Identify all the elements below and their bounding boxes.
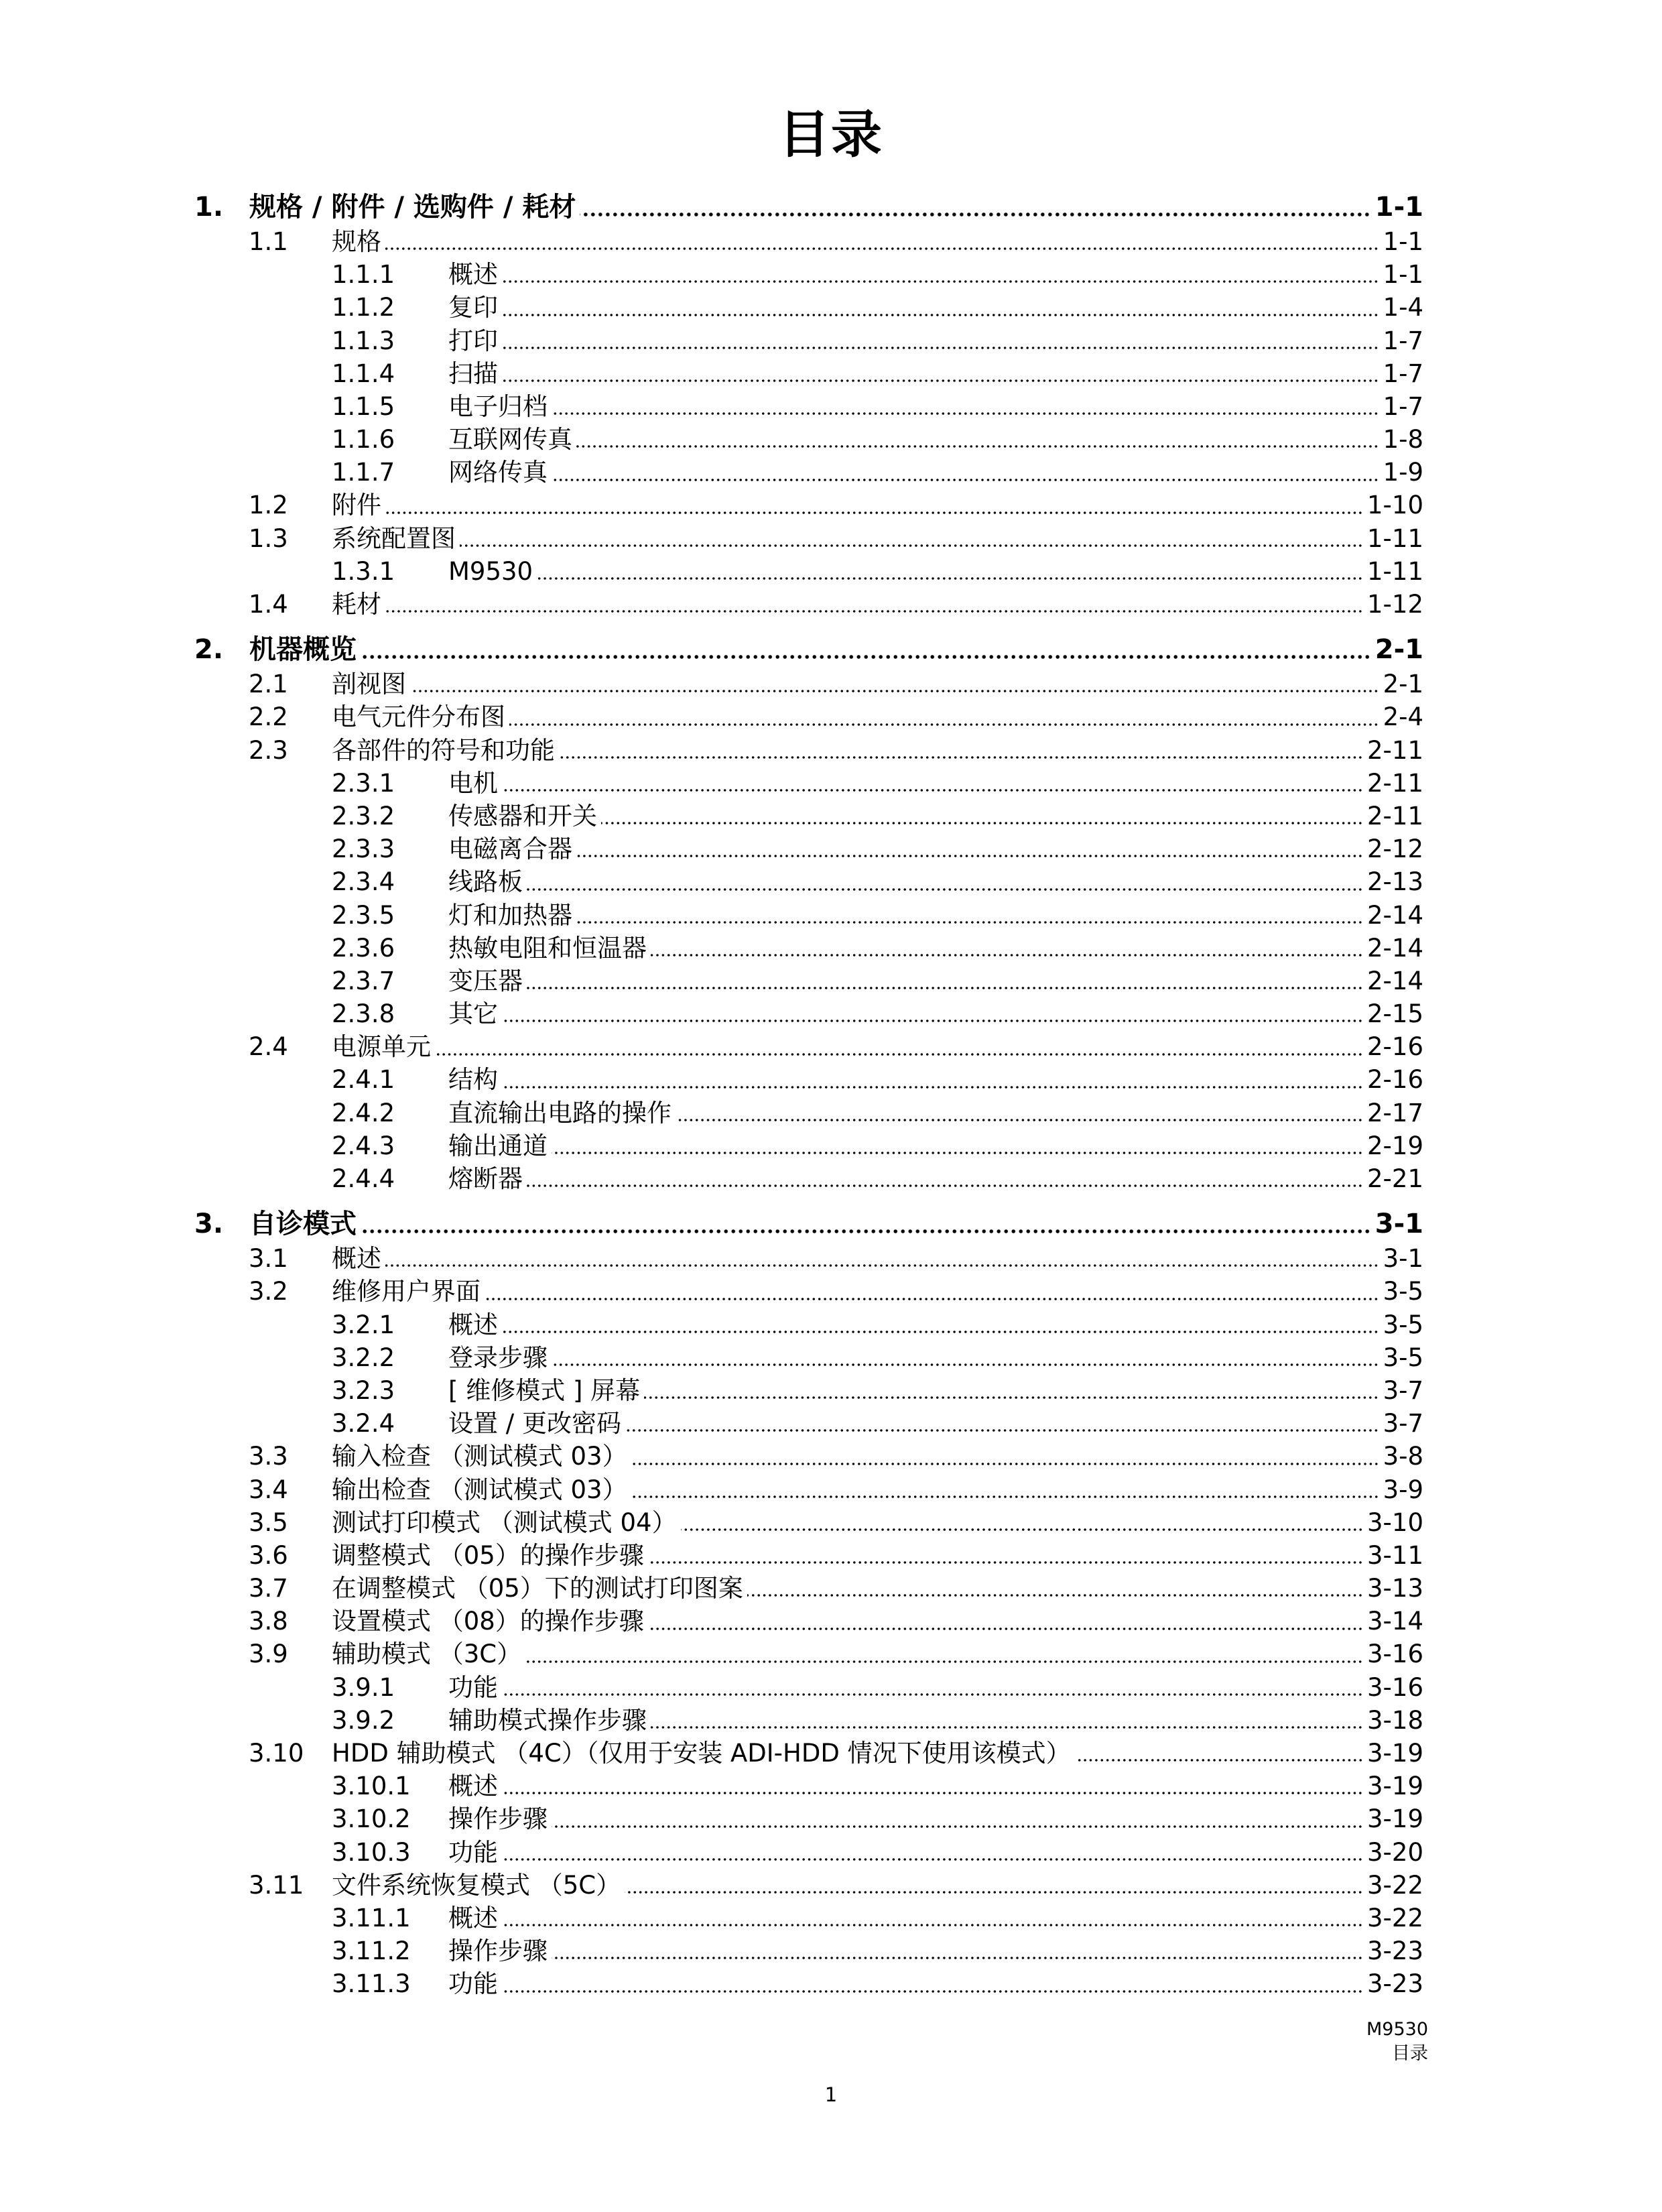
dot-leader xyxy=(502,1770,1363,1802)
toc-section-entry[interactable] xyxy=(0,588,1662,621)
toc-subsection-entry[interactable] xyxy=(0,1407,1662,1440)
toc-subsection-entry[interactable] xyxy=(0,899,1662,932)
toc-entry-page: 1-1 xyxy=(1383,227,1423,256)
toc-subsection-entry[interactable] xyxy=(0,1836,1662,1869)
dot-leader xyxy=(527,865,1363,898)
dot-leader xyxy=(485,1275,1379,1308)
toc-section-entry[interactable] xyxy=(0,1473,1662,1506)
toc-entry-number: 2.3.8 xyxy=(332,999,395,1029)
toc-entry-title: 扫描 xyxy=(448,359,498,388)
toc-subsection-entry[interactable] xyxy=(0,997,1662,1030)
dot-leader xyxy=(527,1162,1363,1195)
toc-entry-title: 输入检查 （测试模式 03） xyxy=(332,1442,627,1471)
dot-leader xyxy=(631,1473,1379,1506)
dot-leader xyxy=(625,1407,1379,1440)
toc-entry-title: 登录步骤 xyxy=(448,1343,548,1372)
toc-subsection-entry[interactable] xyxy=(0,1704,1662,1737)
toc-entry-number: 3.9 xyxy=(249,1640,288,1669)
toc-entry-title: 输出通道 xyxy=(448,1131,548,1160)
toc-entry-page: 3-11 xyxy=(1367,1540,1423,1570)
dot-leader xyxy=(644,1374,1379,1407)
dot-leader xyxy=(502,258,1379,291)
toc-entry-title: 输出检查 （测试模式 03） xyxy=(332,1475,627,1504)
toc-entry-page: 3-9 xyxy=(1383,1475,1423,1504)
toc-entry-number: 1.1 xyxy=(249,227,288,256)
toc-subsection-entry[interactable] xyxy=(0,1374,1662,1407)
toc-entry-title: 概述 xyxy=(332,1244,381,1274)
toc-section-entry[interactable] xyxy=(0,668,1662,700)
toc-entry-page: 1-7 xyxy=(1383,391,1423,421)
toc-subsection-entry[interactable] xyxy=(0,1802,1662,1835)
toc-entry-page: 1-8 xyxy=(1383,425,1423,454)
toc-entry-page: 3-19 xyxy=(1367,1739,1423,1768)
toc-entry-page: 3-23 xyxy=(1367,1969,1423,1999)
toc-subsection-entry[interactable] xyxy=(0,258,1662,291)
toc-entry-title: 操作步骤 xyxy=(448,1937,548,1966)
toc-entry-title: 传感器和开关 xyxy=(448,801,597,831)
toc-entry-title: 测试打印模式 （测试模式 04） xyxy=(332,1508,677,1537)
toc-entry-title: 概述 xyxy=(448,1772,498,1801)
dot-leader xyxy=(552,456,1379,489)
toc-subsection-entry[interactable] xyxy=(0,555,1662,588)
toc-subsection-entry[interactable] xyxy=(0,423,1662,456)
toc-entry-number: 1.1.6 xyxy=(332,425,395,454)
toc-entry-number: 3.11.3 xyxy=(332,1969,411,1999)
toc-entry-number: 1.3 xyxy=(249,524,288,553)
toc-section-entry[interactable] xyxy=(0,1869,1662,1902)
toc-subsection-entry[interactable] xyxy=(0,357,1662,390)
dot-leader xyxy=(681,1506,1363,1539)
toc-entry-page: 3-22 xyxy=(1367,1870,1423,1900)
toc-entry-title: 操作步骤 xyxy=(448,1804,548,1834)
table-of-contents xyxy=(0,189,1662,2001)
toc-entry-title: 电子归档 xyxy=(448,391,548,421)
toc-entry-page: 3-10 xyxy=(1367,1508,1423,1537)
dot-leader xyxy=(552,1129,1363,1162)
toc-section-entry[interactable] xyxy=(0,1030,1662,1063)
toc-entry-number: 1. xyxy=(194,192,224,223)
toc-section-entry[interactable] xyxy=(0,1539,1662,1572)
toc-section-entry[interactable] xyxy=(0,734,1662,767)
toc-section-entry[interactable] xyxy=(0,225,1662,258)
toc-entry-title: 功能 xyxy=(448,1837,498,1867)
toc-entry-page: 1-1 xyxy=(1375,192,1423,223)
toc-entry-number: 2.4 xyxy=(249,1032,288,1062)
page-title: 目录 xyxy=(779,105,883,164)
dot-leader xyxy=(502,1836,1363,1869)
toc-entry-page: 2-1 xyxy=(1375,634,1423,666)
toc-entry-title: 机器概览 xyxy=(249,634,357,666)
toc-subsection-entry[interactable] xyxy=(0,767,1662,800)
toc-entry-number: 2.4.3 xyxy=(332,1131,395,1160)
toc-entry-number: 3.10.1 xyxy=(332,1772,411,1801)
toc-entry-page: 2-14 xyxy=(1367,966,1423,995)
toc-subsection-entry[interactable] xyxy=(0,1341,1662,1374)
toc-entry-page: 1-1 xyxy=(1383,260,1423,290)
toc-subsection-entry[interactable] xyxy=(0,800,1662,833)
toc-entry-title: 其它 xyxy=(448,999,498,1029)
dot-leader xyxy=(580,189,1370,225)
dot-leader xyxy=(576,833,1363,865)
toc-entry-page: 2-14 xyxy=(1367,933,1423,963)
dot-leader xyxy=(651,1704,1363,1737)
toc-entry-title: 维修用户界面 xyxy=(332,1277,481,1306)
toc-entry-page: 3-7 xyxy=(1383,1409,1423,1438)
toc-subsection-entry[interactable] xyxy=(0,324,1662,357)
toc-entry-number: 3.8 xyxy=(249,1607,288,1636)
toc-entry-title: 网络传真 xyxy=(448,458,548,487)
toc-entry-number: 2.3.6 xyxy=(332,933,395,963)
toc-entry-number: 1.3.1 xyxy=(332,556,395,586)
toc-entry-number: 3.1 xyxy=(249,1244,288,1274)
toc-entry-page: 1-11 xyxy=(1367,524,1423,553)
toc-section-entry[interactable] xyxy=(0,1737,1662,1770)
toc-subsection-entry[interactable] xyxy=(0,1162,1662,1195)
toc-entry-page: 3-19 xyxy=(1367,1804,1423,1834)
toc-section-entry[interactable] xyxy=(0,700,1662,733)
toc-entry-title: [ 维修模式 ] 屏幕 xyxy=(448,1375,641,1405)
dot-leader xyxy=(460,522,1363,555)
toc-subsection-entry[interactable] xyxy=(0,1129,1662,1162)
dot-leader xyxy=(527,965,1363,997)
toc-chapter-entry[interactable] xyxy=(0,1206,1662,1242)
toc-entry-page: 2-11 xyxy=(1367,735,1423,765)
toc-entry-title: 规格 / 附件 / 选购件 / 耗材 xyxy=(249,192,576,223)
toc-entry-title: 设置模式 （08）的操作步骤 xyxy=(332,1607,644,1636)
dot-leader xyxy=(552,390,1379,423)
toc-subsection-entry[interactable] xyxy=(0,932,1662,965)
toc-entry-title: 热敏电阻和恒温器 xyxy=(448,933,647,963)
dot-leader xyxy=(502,1064,1363,1097)
toc-entry-number: 2.3.5 xyxy=(332,900,395,930)
toc-entry-page: 2-21 xyxy=(1367,1164,1423,1194)
toc-entry-page: 3-8 xyxy=(1383,1442,1423,1471)
dot-leader xyxy=(552,1802,1363,1835)
toc-entry-title: 直流输出电路的操作 xyxy=(448,1098,672,1127)
page-number: 1 xyxy=(824,2083,838,2106)
toc-entry-title: 概述 xyxy=(448,260,498,290)
toc-entry-page: 2-1 xyxy=(1383,670,1423,699)
toc-entry-page: 3-16 xyxy=(1367,1672,1423,1702)
toc-entry-title: 电源单元 xyxy=(332,1032,431,1062)
toc-entry-page: 2-16 xyxy=(1367,1032,1423,1062)
toc-entry-page: 3-20 xyxy=(1367,1837,1423,1867)
toc-entry-title: 互联网传真 xyxy=(448,425,572,454)
toc-subsection-entry[interactable] xyxy=(0,291,1662,324)
toc-subsection-entry[interactable] xyxy=(0,1770,1662,1802)
dot-leader xyxy=(747,1572,1363,1605)
toc-entry-number: 1.1.2 xyxy=(332,293,395,322)
dot-leader xyxy=(576,423,1379,456)
footer-model-label: M9530 xyxy=(1366,2019,1428,2040)
toc-entry-title: 剖视图 xyxy=(332,670,406,699)
toc-entry-number: 3.9.1 xyxy=(332,1672,395,1702)
dot-leader xyxy=(576,899,1363,932)
toc-subsection-entry[interactable] xyxy=(0,1967,1662,2000)
dot-leader xyxy=(502,1308,1379,1341)
toc-section-entry[interactable] xyxy=(0,1638,1662,1671)
toc-section-entry[interactable] xyxy=(0,1440,1662,1473)
footer-chapter-label: 目录 xyxy=(1392,2043,1428,2064)
dot-leader xyxy=(502,291,1379,324)
toc-entry-title: 功能 xyxy=(448,1969,498,1999)
toc-entry-title: 熔断器 xyxy=(448,1164,523,1194)
toc-entry-page: 3-23 xyxy=(1367,1937,1423,1966)
toc-entry-title: 电磁离合器 xyxy=(448,835,572,864)
toc-entry-title: 文件系统恢复模式 （5C） xyxy=(332,1870,621,1900)
toc-subsection-entry[interactable] xyxy=(0,1097,1662,1129)
toc-section-entry[interactable] xyxy=(0,1572,1662,1605)
dot-leader xyxy=(502,1902,1363,1934)
toc-subsection-entry[interactable] xyxy=(0,865,1662,898)
toc-entry-title: 自诊模式 xyxy=(249,1209,357,1240)
dot-leader xyxy=(559,734,1363,767)
toc-entry-title: 电机 xyxy=(448,768,498,798)
toc-entry-title: 电气元件分布图 xyxy=(332,702,505,732)
toc-subsection-entry[interactable] xyxy=(0,1308,1662,1341)
toc-entry-page: 2-11 xyxy=(1367,768,1423,798)
dot-leader xyxy=(502,1967,1363,2000)
toc-entry-title: 设置 / 更改密码 xyxy=(448,1409,621,1438)
toc-entry-number: 3.5 xyxy=(249,1508,288,1537)
dot-leader xyxy=(648,1539,1363,1572)
toc-entry-title: 辅助模式 （3C） xyxy=(332,1640,522,1669)
toc-entry-page: 2-17 xyxy=(1367,1098,1423,1127)
toc-entry-page: 2-19 xyxy=(1367,1131,1423,1160)
toc-entry-number: 3.6 xyxy=(249,1540,288,1570)
toc-entry-number: 2.3.3 xyxy=(332,835,395,864)
dot-leader xyxy=(385,489,1363,522)
toc-entry-number: 1.1.1 xyxy=(332,260,395,290)
toc-entry-number: 1.1.3 xyxy=(332,326,395,355)
dot-leader xyxy=(502,997,1363,1030)
toc-entry-number: 1.1.7 xyxy=(332,458,395,487)
toc-section-entry[interactable] xyxy=(0,1242,1662,1275)
toc-section-entry[interactable] xyxy=(0,1605,1662,1638)
toc-entry-number: 3.2.3 xyxy=(332,1375,395,1405)
toc-entry-number: 2.3.1 xyxy=(332,768,395,798)
dot-leader xyxy=(435,1030,1363,1063)
toc-entry-number: 3.11 xyxy=(249,1870,304,1900)
dot-leader xyxy=(552,1934,1363,1967)
toc-entry-number: 2.3.7 xyxy=(332,966,395,995)
toc-entry-number: 3.10.2 xyxy=(332,1804,411,1834)
toc-entry-title: 耗材 xyxy=(332,590,381,619)
toc-entry-title: 灯和加热器 xyxy=(448,900,572,930)
toc-entry-page: 3-1 xyxy=(1383,1244,1423,1274)
toc-subsection-entry[interactable] xyxy=(0,833,1662,865)
toc-entry-title: 概述 xyxy=(448,1310,498,1339)
toc-entry-title: 在调整模式 （05）下的测试打印图案 xyxy=(332,1574,743,1603)
toc-entry-title: HDD 辅助模式 （4C）（仅用于安装 ADI-HDD 情况下使用该模式） xyxy=(332,1739,1071,1768)
toc-subsection-entry[interactable] xyxy=(0,1934,1662,1967)
dot-leader xyxy=(651,932,1363,965)
dot-leader xyxy=(385,1242,1379,1275)
toc-entry-title: 概述 xyxy=(448,1903,498,1932)
toc-entry-page: 3-14 xyxy=(1367,1607,1423,1636)
toc-entry-number: 2. xyxy=(194,634,224,666)
dot-leader xyxy=(631,1440,1379,1473)
dot-leader xyxy=(385,225,1379,258)
toc-entry-title: 功能 xyxy=(448,1672,498,1702)
toc-entry-page: 2-12 xyxy=(1367,835,1423,864)
dot-leader xyxy=(525,1638,1363,1671)
toc-entry-number: 3.2.4 xyxy=(332,1409,395,1438)
toc-section-entry[interactable] xyxy=(0,522,1662,555)
dot-leader xyxy=(361,1206,1371,1242)
toc-entry-page: 3-5 xyxy=(1383,1310,1423,1339)
toc-section-entry[interactable] xyxy=(0,1275,1662,1308)
toc-section-entry[interactable] xyxy=(0,489,1662,522)
toc-entry-number: 2.3.2 xyxy=(332,801,395,831)
toc-entry-page: 3-18 xyxy=(1367,1705,1423,1735)
toc-entry-title: 系统配置图 xyxy=(332,524,456,553)
toc-entry-number: 3.2.2 xyxy=(332,1343,395,1372)
toc-entry-title: 结构 xyxy=(448,1065,498,1095)
toc-entry-page: 1-7 xyxy=(1383,326,1423,355)
toc-entry-number: 2.1 xyxy=(249,670,288,699)
toc-entry-title: M9530 xyxy=(448,556,533,586)
toc-entry-page: 2-15 xyxy=(1367,999,1423,1029)
toc-entry-page: 1-9 xyxy=(1383,458,1423,487)
dot-leader xyxy=(502,357,1379,390)
toc-entry-number: 3.9.2 xyxy=(332,1705,395,1735)
dot-leader xyxy=(552,1341,1379,1374)
toc-entry-number: 3.10.3 xyxy=(332,1837,411,1867)
toc-entry-page: 3-16 xyxy=(1367,1640,1423,1669)
dot-leader xyxy=(1075,1737,1363,1770)
dot-leader xyxy=(502,1671,1363,1704)
toc-entry-number: 2.4.2 xyxy=(332,1098,395,1127)
toc-entry-number: 1.2 xyxy=(249,491,288,520)
toc-entry-title: 规格 xyxy=(332,227,381,256)
toc-entry-title: 调整模式 （05）的操作步骤 xyxy=(332,1540,644,1570)
dot-leader xyxy=(502,767,1363,800)
toc-section-entry[interactable] xyxy=(0,1506,1662,1539)
dot-leader xyxy=(410,668,1379,700)
toc-entry-title: 变压器 xyxy=(448,966,523,995)
toc-entry-page: 2-14 xyxy=(1367,900,1423,930)
toc-entry-number: 2.4.4 xyxy=(332,1164,395,1194)
toc-entry-number: 3.11.2 xyxy=(332,1937,411,1966)
toc-entry-page: 3-19 xyxy=(1367,1772,1423,1801)
toc-entry-title: 附件 xyxy=(332,491,381,520)
toc-entry-number: 2.3.4 xyxy=(332,867,395,897)
toc-entry-number: 3.7 xyxy=(249,1574,288,1603)
toc-entry-page: 3-22 xyxy=(1367,1903,1423,1932)
toc-subsection-entry[interactable] xyxy=(0,1902,1662,1934)
toc-subsection-entry[interactable] xyxy=(0,456,1662,489)
dot-leader xyxy=(648,1605,1363,1638)
toc-entry-page: 3-5 xyxy=(1383,1277,1423,1306)
toc-entry-number: 2.4.1 xyxy=(332,1065,395,1095)
toc-entry-title: 辅助模式操作步骤 xyxy=(448,1705,647,1735)
dot-leader xyxy=(361,631,1371,668)
toc-subsection-entry[interactable] xyxy=(0,390,1662,423)
toc-entry-page: 3-13 xyxy=(1367,1574,1423,1603)
toc-entry-title: 打印 xyxy=(448,326,498,355)
toc-entry-number: 3.4 xyxy=(249,1475,288,1504)
toc-subsection-entry[interactable] xyxy=(0,965,1662,997)
toc-entry-number: 1.1.5 xyxy=(332,391,395,421)
dot-leader xyxy=(601,800,1363,833)
toc-entry-number: 3. xyxy=(194,1209,224,1240)
toc-entry-title: 复印 xyxy=(448,293,498,322)
toc-entry-number: 1.4 xyxy=(249,590,288,619)
toc-entry-number: 3.3 xyxy=(249,1442,288,1471)
toc-entry-page: 1-10 xyxy=(1367,491,1423,520)
toc-entry-page: 1-11 xyxy=(1367,556,1423,586)
dot-leader xyxy=(676,1097,1363,1129)
toc-entry-number: 1.1.4 xyxy=(332,359,395,388)
toc-chapter-entry[interactable] xyxy=(0,189,1662,225)
toc-subsection-entry[interactable] xyxy=(0,1064,1662,1097)
toc-entry-page: 2-11 xyxy=(1367,801,1423,831)
dot-leader xyxy=(385,588,1363,621)
toc-entry-page: 2-4 xyxy=(1383,702,1423,732)
toc-entry-title: 线路板 xyxy=(448,867,523,897)
toc-entry-number: 2.3 xyxy=(249,735,288,765)
toc-entry-number: 3.2 xyxy=(249,1277,288,1306)
dot-leader xyxy=(537,555,1363,588)
toc-entry-page: 1-4 xyxy=(1383,293,1423,322)
dot-leader xyxy=(509,700,1379,733)
toc-entry-number: 3.10 xyxy=(249,1739,304,1768)
toc-entry-number: 2.2 xyxy=(249,702,288,732)
toc-entry-title: 各部件的符号和功能 xyxy=(332,735,555,765)
toc-entry-page: 1-12 xyxy=(1367,590,1423,619)
toc-entry-number: 3.11.1 xyxy=(332,1903,411,1932)
toc-entry-page: 1-7 xyxy=(1383,359,1423,388)
toc-entry-page: 3-7 xyxy=(1383,1375,1423,1405)
toc-chapter-entry[interactable] xyxy=(0,631,1662,668)
dot-leader xyxy=(625,1869,1363,1902)
toc-entry-page: 2-16 xyxy=(1367,1065,1423,1095)
toc-entry-page: 3-1 xyxy=(1375,1209,1423,1240)
toc-entry-page: 2-13 xyxy=(1367,867,1423,897)
toc-subsection-entry[interactable] xyxy=(0,1671,1662,1704)
toc-entry-page: 3-5 xyxy=(1383,1343,1423,1372)
toc-entry-number: 3.2.1 xyxy=(332,1310,395,1339)
dot-leader xyxy=(502,324,1379,357)
